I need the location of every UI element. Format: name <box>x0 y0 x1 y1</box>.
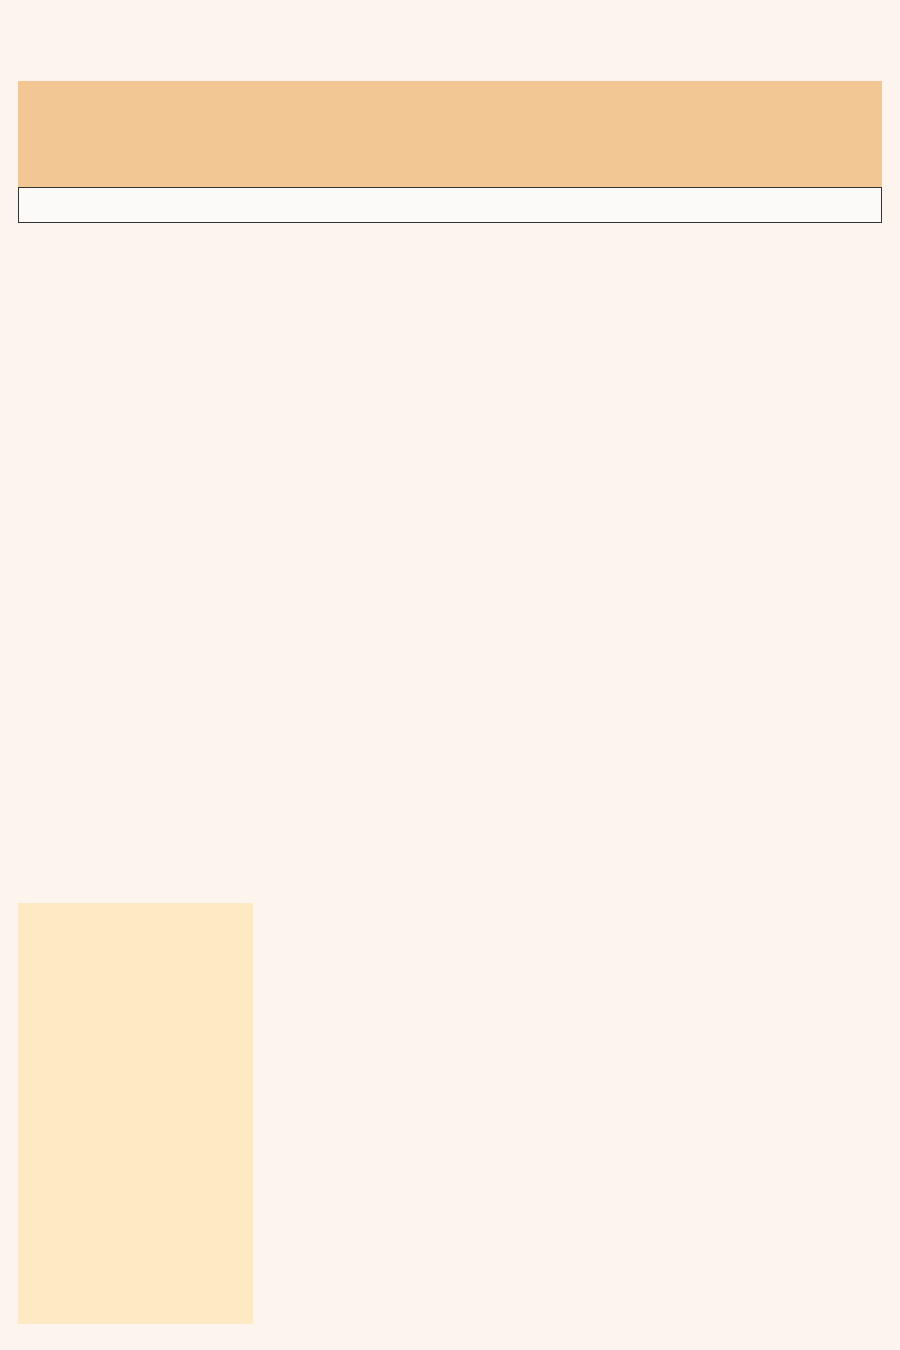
size-guide-table <box>18 81 882 223</box>
suggested-fabrics-panel <box>18 903 253 1324</box>
size-conversion-rows <box>18 81 882 187</box>
size-guide-divider <box>18 187 882 223</box>
